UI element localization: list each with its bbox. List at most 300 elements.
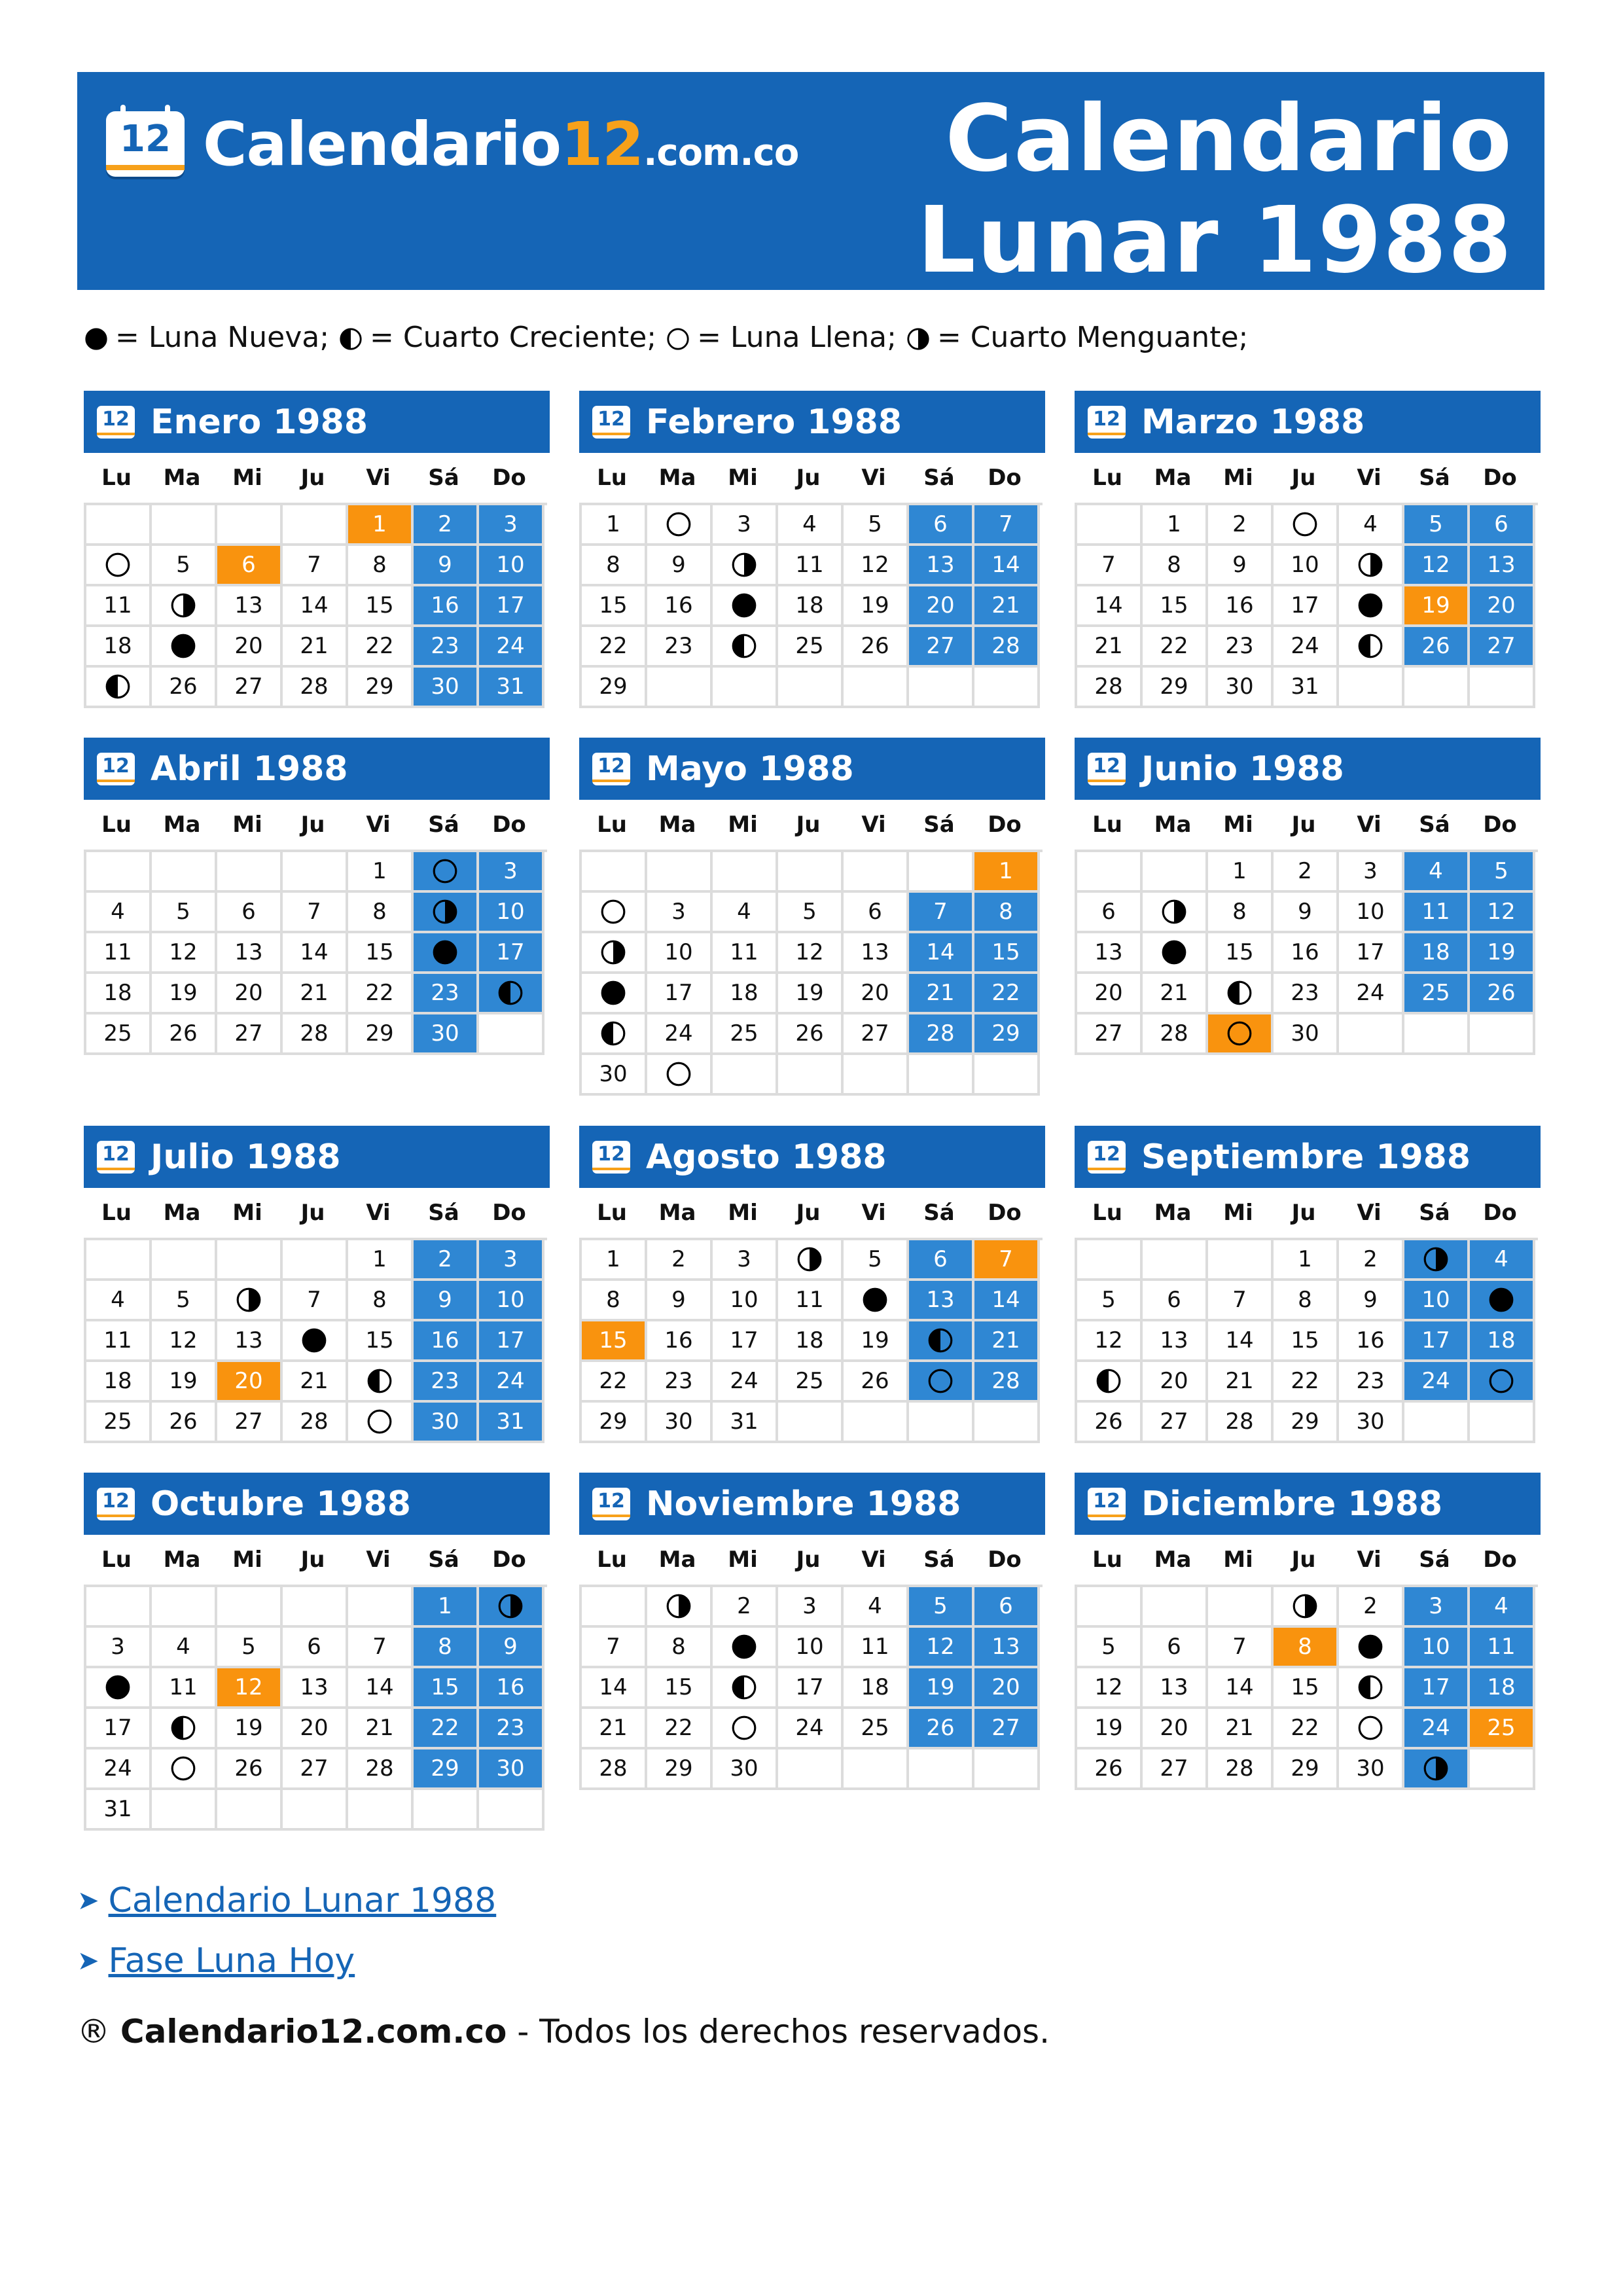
day-cell[interactable]: 27 — [217, 668, 283, 708]
day-cell[interactable]: 12 — [778, 933, 844, 974]
day-cell[interactable] — [479, 974, 544, 1014]
day-cell[interactable]: 27 — [1143, 1749, 1208, 1790]
day-cell[interactable]: 21 — [974, 586, 1040, 627]
day-cell[interactable]: 20 — [1077, 974, 1143, 1014]
day-cell[interactable]: 30 — [713, 1749, 778, 1790]
day-cell[interactable]: 6 — [1143, 1281, 1208, 1321]
day-cell[interactable] — [152, 627, 217, 668]
day-cell[interactable]: 24 — [479, 1362, 544, 1403]
day-cell[interactable]: 7 — [909, 893, 974, 933]
day-cell[interactable]: 5 — [1077, 1281, 1143, 1321]
day-cell[interactable] — [1077, 1362, 1143, 1403]
day-cell[interactable]: 29 — [582, 668, 647, 708]
day-cell[interactable]: 28 — [283, 1014, 348, 1055]
day-cell[interactable]: 27 — [217, 1014, 283, 1055]
day-cell[interactable] — [713, 1668, 778, 1709]
day-cell[interactable]: 11 — [1404, 893, 1470, 933]
day-cell[interactable]: 27 — [283, 1749, 348, 1790]
day-cell[interactable] — [1274, 1587, 1339, 1628]
day-cell[interactable]: 21 — [1208, 1709, 1274, 1749]
day-cell[interactable]: 8 — [348, 1281, 414, 1321]
day-cell[interactable]: 19 — [1077, 1709, 1143, 1749]
day-cell[interactable]: 8 — [974, 893, 1040, 933]
day-cell[interactable]: 23 — [1208, 627, 1274, 668]
day-cell[interactable]: 12 — [1470, 893, 1535, 933]
day-cell[interactable]: 21 — [283, 627, 348, 668]
day-cell[interactable]: 15 — [1274, 1668, 1339, 1709]
day-cell[interactable]: 15 — [1143, 586, 1208, 627]
day-cell[interactable]: 14 — [283, 586, 348, 627]
day-cell[interactable]: 21 — [1208, 1362, 1274, 1403]
day-cell[interactable]: 20 — [1470, 586, 1535, 627]
day-cell[interactable]: 17 — [1339, 933, 1404, 974]
link-calendario-lunar-text[interactable]: Calendario Lunar 1988 — [108, 1881, 497, 1920]
day-cell[interactable]: 7 — [974, 1240, 1040, 1281]
day-cell[interactable]: 2 — [414, 1240, 479, 1281]
day-cell[interactable]: 27 — [1077, 1014, 1143, 1055]
day-cell[interactable] — [86, 1668, 152, 1709]
day-cell[interactable]: 28 — [909, 1014, 974, 1055]
day-cell[interactable]: 26 — [217, 1749, 283, 1790]
day-cell[interactable]: 15 — [348, 1321, 414, 1362]
day-cell[interactable]: 26 — [844, 1362, 909, 1403]
day-cell[interactable]: 19 — [152, 1362, 217, 1403]
day-cell[interactable]: 31 — [479, 668, 544, 708]
day-cell[interactable] — [152, 1749, 217, 1790]
day-cell[interactable]: 13 — [217, 1321, 283, 1362]
day-cell[interactable]: 23 — [1339, 1362, 1404, 1403]
day-cell[interactable]: 22 — [1274, 1362, 1339, 1403]
day-cell[interactable]: 10 — [479, 1281, 544, 1321]
day-cell[interactable] — [778, 1240, 844, 1281]
day-cell[interactable]: 1 — [348, 505, 414, 546]
day-cell[interactable] — [1339, 627, 1404, 668]
day-cell[interactable]: 22 — [348, 974, 414, 1014]
day-cell[interactable]: 22 — [1143, 627, 1208, 668]
day-cell[interactable] — [647, 505, 713, 546]
day-cell[interactable]: 30 — [479, 1749, 544, 1790]
day-cell[interactable]: 11 — [713, 933, 778, 974]
day-cell[interactable]: 14 — [582, 1668, 647, 1709]
day-cell[interactable]: 13 — [1143, 1321, 1208, 1362]
day-cell[interactable] — [86, 668, 152, 708]
day-cell[interactable]: 25 — [713, 1014, 778, 1055]
day-cell[interactable]: 2 — [713, 1587, 778, 1628]
day-cell[interactable]: 17 — [479, 1321, 544, 1362]
day-cell[interactable]: 20 — [217, 1362, 283, 1403]
day-cell[interactable]: 5 — [1404, 505, 1470, 546]
day-cell[interactable]: 3 — [778, 1587, 844, 1628]
day-cell[interactable]: 4 — [1470, 1240, 1535, 1281]
day-cell[interactable]: 14 — [283, 933, 348, 974]
day-cell[interactable]: 7 — [974, 505, 1040, 546]
day-cell[interactable]: 1 — [348, 1240, 414, 1281]
day-cell[interactable]: 5 — [217, 1628, 283, 1668]
day-cell[interactable]: 20 — [1143, 1362, 1208, 1403]
day-cell[interactable]: 4 — [1404, 852, 1470, 893]
day-cell[interactable]: 27 — [909, 627, 974, 668]
day-cell[interactable] — [713, 586, 778, 627]
day-cell[interactable]: 9 — [1274, 893, 1339, 933]
day-cell[interactable]: 5 — [778, 893, 844, 933]
day-cell[interactable]: 10 — [1339, 893, 1404, 933]
day-cell[interactable] — [414, 852, 479, 893]
day-cell[interactable]: 10 — [1404, 1628, 1470, 1668]
day-cell[interactable] — [283, 1321, 348, 1362]
day-cell[interactable]: 13 — [909, 1281, 974, 1321]
day-cell[interactable]: 13 — [974, 1628, 1040, 1668]
day-cell[interactable]: 18 — [713, 974, 778, 1014]
day-cell[interactable]: 7 — [1077, 546, 1143, 586]
day-cell[interactable] — [647, 1055, 713, 1096]
day-cell[interactable]: 13 — [1143, 1668, 1208, 1709]
day-cell[interactable]: 16 — [1208, 586, 1274, 627]
day-cell[interactable]: 31 — [479, 1403, 544, 1443]
day-cell[interactable]: 4 — [778, 505, 844, 546]
day-cell[interactable]: 2 — [647, 1240, 713, 1281]
day-cell[interactable]: 10 — [647, 933, 713, 974]
day-cell[interactable]: 19 — [217, 1709, 283, 1749]
day-cell[interactable]: 17 — [86, 1709, 152, 1749]
day-cell[interactable] — [1143, 933, 1208, 974]
day-cell[interactable]: 9 — [414, 546, 479, 586]
day-cell[interactable]: 30 — [414, 1014, 479, 1055]
day-cell[interactable]: 16 — [414, 1321, 479, 1362]
day-cell[interactable]: 22 — [974, 974, 1040, 1014]
day-cell[interactable]: 16 — [647, 1321, 713, 1362]
day-cell[interactable]: 6 — [909, 505, 974, 546]
day-cell[interactable]: 16 — [414, 586, 479, 627]
day-cell[interactable] — [414, 893, 479, 933]
day-cell[interactable]: 21 — [1143, 974, 1208, 1014]
day-cell[interactable]: 4 — [152, 1628, 217, 1668]
day-cell[interactable]: 12 — [1404, 546, 1470, 586]
day-cell[interactable]: 4 — [86, 893, 152, 933]
day-cell[interactable]: 24 — [1339, 974, 1404, 1014]
day-cell[interactable] — [1208, 974, 1274, 1014]
day-cell[interactable] — [713, 1709, 778, 1749]
day-cell[interactable]: 14 — [1208, 1321, 1274, 1362]
day-cell[interactable] — [152, 1709, 217, 1749]
day-cell[interactable]: 2 — [1274, 852, 1339, 893]
day-cell[interactable]: 20 — [283, 1709, 348, 1749]
day-cell[interactable]: 25 — [1404, 974, 1470, 1014]
day-cell[interactable]: 9 — [1339, 1281, 1404, 1321]
day-cell[interactable]: 6 — [217, 893, 283, 933]
day-cell[interactable]: 22 — [414, 1709, 479, 1749]
day-cell[interactable] — [1339, 1668, 1404, 1709]
day-cell[interactable]: 28 — [283, 668, 348, 708]
day-cell[interactable] — [414, 933, 479, 974]
day-cell[interactable]: 23 — [414, 627, 479, 668]
day-cell[interactable]: 15 — [1274, 1321, 1339, 1362]
day-cell[interactable]: 31 — [1274, 668, 1339, 708]
day-cell[interactable]: 4 — [1470, 1587, 1535, 1628]
day-cell[interactable]: 28 — [1077, 668, 1143, 708]
day-cell[interactable]: 6 — [844, 893, 909, 933]
day-cell[interactable]: 23 — [414, 974, 479, 1014]
day-cell[interactable]: 29 — [974, 1014, 1040, 1055]
day-cell[interactable]: 9 — [647, 546, 713, 586]
day-cell[interactable]: 23 — [1274, 974, 1339, 1014]
day-cell[interactable]: 7 — [348, 1628, 414, 1668]
day-cell[interactable]: 25 — [844, 1709, 909, 1749]
day-cell[interactable]: 18 — [86, 627, 152, 668]
day-cell[interactable]: 8 — [1274, 1281, 1339, 1321]
day-cell[interactable]: 15 — [582, 1321, 647, 1362]
day-cell[interactable]: 9 — [647, 1281, 713, 1321]
day-cell[interactable]: 31 — [86, 1790, 152, 1831]
day-cell[interactable]: 18 — [1470, 1668, 1535, 1709]
day-cell[interactable]: 12 — [152, 933, 217, 974]
day-cell[interactable]: 30 — [1339, 1749, 1404, 1790]
day-cell[interactable] — [582, 893, 647, 933]
day-cell[interactable]: 24 — [713, 1362, 778, 1403]
day-cell[interactable]: 5 — [1077, 1628, 1143, 1668]
day-cell[interactable]: 24 — [86, 1749, 152, 1790]
day-cell[interactable] — [844, 1281, 909, 1321]
day-cell[interactable]: 30 — [1339, 1403, 1404, 1443]
day-cell[interactable]: 16 — [479, 1668, 544, 1709]
day-cell[interactable]: 25 — [86, 1403, 152, 1443]
day-cell[interactable]: 1 — [974, 852, 1040, 893]
day-cell[interactable]: 2 — [414, 505, 479, 546]
day-cell[interactable]: 7 — [1208, 1628, 1274, 1668]
day-cell[interactable]: 16 — [1274, 933, 1339, 974]
day-cell[interactable]: 13 — [217, 586, 283, 627]
day-cell[interactable]: 20 — [1143, 1709, 1208, 1749]
day-cell[interactable]: 2 — [1339, 1240, 1404, 1281]
day-cell[interactable]: 10 — [713, 1281, 778, 1321]
day-cell[interactable]: 26 — [1077, 1749, 1143, 1790]
day-cell[interactable]: 20 — [844, 974, 909, 1014]
day-cell[interactable]: 14 — [1077, 586, 1143, 627]
day-cell[interactable]: 23 — [647, 627, 713, 668]
day-cell[interactable]: 7 — [283, 1281, 348, 1321]
day-cell[interactable]: 17 — [1274, 586, 1339, 627]
day-cell[interactable]: 19 — [844, 1321, 909, 1362]
day-cell[interactable]: 15 — [647, 1668, 713, 1709]
day-cell[interactable]: 4 — [713, 893, 778, 933]
day-cell[interactable]: 10 — [479, 546, 544, 586]
day-cell[interactable]: 1 — [582, 505, 647, 546]
day-cell[interactable]: 6 — [217, 546, 283, 586]
day-cell[interactable] — [1470, 1362, 1535, 1403]
day-cell[interactable]: 7 — [283, 546, 348, 586]
day-cell[interactable]: 28 — [974, 1362, 1040, 1403]
day-cell[interactable]: 17 — [713, 1321, 778, 1362]
day-cell[interactable]: 6 — [974, 1587, 1040, 1628]
day-cell[interactable]: 24 — [1274, 627, 1339, 668]
day-cell[interactable]: 17 — [479, 933, 544, 974]
day-cell[interactable]: 6 — [1077, 893, 1143, 933]
day-cell[interactable]: 14 — [974, 1281, 1040, 1321]
day-cell[interactable]: 10 — [1404, 1281, 1470, 1321]
day-cell[interactable] — [713, 546, 778, 586]
day-cell[interactable]: 19 — [1404, 586, 1470, 627]
day-cell[interactable]: 31 — [713, 1403, 778, 1443]
day-cell[interactable]: 9 — [1208, 546, 1274, 586]
day-cell[interactable]: 12 — [1077, 1321, 1143, 1362]
day-cell[interactable]: 7 — [1208, 1281, 1274, 1321]
day-cell[interactable]: 28 — [1208, 1749, 1274, 1790]
day-cell[interactable]: 17 — [479, 586, 544, 627]
day-cell[interactable]: 8 — [348, 546, 414, 586]
day-cell[interactable]: 23 — [647, 1362, 713, 1403]
day-cell[interactable] — [86, 546, 152, 586]
day-cell[interactable]: 17 — [647, 974, 713, 1014]
day-cell[interactable]: 26 — [152, 1014, 217, 1055]
day-cell[interactable]: 19 — [1470, 933, 1535, 974]
day-cell[interactable]: 17 — [778, 1668, 844, 1709]
day-cell[interactable]: 29 — [1274, 1403, 1339, 1443]
day-cell[interactable]: 19 — [909, 1668, 974, 1709]
day-cell[interactable]: 13 — [1470, 546, 1535, 586]
day-cell[interactable]: 18 — [86, 1362, 152, 1403]
day-cell[interactable]: 8 — [1208, 893, 1274, 933]
day-cell[interactable]: 11 — [844, 1628, 909, 1668]
day-cell[interactable]: 5 — [152, 893, 217, 933]
day-cell[interactable]: 11 — [778, 1281, 844, 1321]
day-cell[interactable]: 29 — [348, 668, 414, 708]
day-cell[interactable] — [582, 974, 647, 1014]
day-cell[interactable]: 28 — [1208, 1403, 1274, 1443]
day-cell[interactable] — [713, 1628, 778, 1668]
day-cell[interactable]: 11 — [86, 1321, 152, 1362]
day-cell[interactable]: 24 — [778, 1709, 844, 1749]
day-cell[interactable]: 26 — [1470, 974, 1535, 1014]
day-cell[interactable]: 27 — [974, 1709, 1040, 1749]
site-logo[interactable] — [106, 108, 798, 180]
day-cell[interactable] — [348, 1362, 414, 1403]
day-cell[interactable]: 18 — [844, 1668, 909, 1709]
day-cell[interactable]: 12 — [217, 1668, 283, 1709]
day-cell[interactable] — [647, 1587, 713, 1628]
day-cell[interactable]: 5 — [844, 505, 909, 546]
day-cell[interactable]: 2 — [1208, 505, 1274, 546]
day-cell[interactable]: 19 — [778, 974, 844, 1014]
day-cell[interactable]: 20 — [217, 974, 283, 1014]
day-cell[interactable]: 22 — [582, 1362, 647, 1403]
day-cell[interactable]: 28 — [974, 627, 1040, 668]
day-cell[interactable]: 25 — [778, 1362, 844, 1403]
day-cell[interactable]: 20 — [909, 586, 974, 627]
day-cell[interactable]: 6 — [1143, 1628, 1208, 1668]
day-cell[interactable]: 5 — [152, 1281, 217, 1321]
day-cell[interactable]: 12 — [1077, 1668, 1143, 1709]
day-cell[interactable]: 23 — [479, 1709, 544, 1749]
day-cell[interactable]: 22 — [348, 627, 414, 668]
day-cell[interactable]: 21 — [283, 974, 348, 1014]
day-cell[interactable]: 17 — [1404, 1321, 1470, 1362]
day-cell[interactable]: 4 — [844, 1587, 909, 1628]
day-cell[interactable]: 9 — [414, 1281, 479, 1321]
day-cell[interactable]: 29 — [1274, 1749, 1339, 1790]
day-cell[interactable] — [1143, 893, 1208, 933]
day-cell[interactable]: 21 — [283, 1362, 348, 1403]
day-cell[interactable]: 3 — [713, 1240, 778, 1281]
day-cell[interactable]: 16 — [1339, 1321, 1404, 1362]
day-cell[interactable]: 1 — [414, 1587, 479, 1628]
day-cell[interactable]: 1 — [348, 852, 414, 893]
day-cell[interactable]: 14 — [909, 933, 974, 974]
day-cell[interactable]: 27 — [1470, 627, 1535, 668]
day-cell[interactable]: 3 — [86, 1628, 152, 1668]
day-cell[interactable]: 21 — [348, 1709, 414, 1749]
day-cell[interactable] — [582, 933, 647, 974]
day-cell[interactable]: 6 — [283, 1628, 348, 1668]
day-cell[interactable]: 15 — [582, 586, 647, 627]
day-cell[interactable]: 23 — [414, 1362, 479, 1403]
day-cell[interactable]: 15 — [974, 933, 1040, 974]
day-cell[interactable]: 10 — [778, 1628, 844, 1668]
day-cell[interactable]: 29 — [414, 1749, 479, 1790]
day-cell[interactable]: 25 — [1470, 1709, 1535, 1749]
day-cell[interactable] — [1339, 586, 1404, 627]
day-cell[interactable]: 7 — [283, 893, 348, 933]
day-cell[interactable] — [1470, 1281, 1535, 1321]
day-cell[interactable]: 8 — [1274, 1628, 1339, 1668]
day-cell[interactable]: 26 — [152, 1403, 217, 1443]
day-cell[interactable]: 30 — [647, 1403, 713, 1443]
day-cell[interactable]: 24 — [1404, 1362, 1470, 1403]
day-cell[interactable]: 15 — [1208, 933, 1274, 974]
day-cell[interactable]: 6 — [1470, 505, 1535, 546]
day-cell[interactable] — [1404, 1749, 1470, 1790]
link-fase-luna-hoy-text[interactable]: Fase Luna Hoy — [108, 1941, 355, 1981]
day-cell[interactable]: 18 — [86, 974, 152, 1014]
day-cell[interactable]: 14 — [348, 1668, 414, 1709]
day-cell[interactable]: 19 — [152, 974, 217, 1014]
day-cell[interactable]: 26 — [1404, 627, 1470, 668]
day-cell[interactable]: 30 — [414, 668, 479, 708]
day-cell[interactable]: 2 — [1339, 1587, 1404, 1628]
day-cell[interactable]: 22 — [1274, 1709, 1339, 1749]
day-cell[interactable]: 12 — [909, 1628, 974, 1668]
day-cell[interactable]: 5 — [1470, 852, 1535, 893]
day-cell[interactable]: 18 — [778, 586, 844, 627]
day-cell[interactable]: 22 — [647, 1709, 713, 1749]
day-cell[interactable]: 18 — [1404, 933, 1470, 974]
day-cell[interactable] — [909, 1362, 974, 1403]
day-cell[interactable]: 18 — [778, 1321, 844, 1362]
day-cell[interactable]: 20 — [217, 627, 283, 668]
day-cell[interactable]: 8 — [1143, 546, 1208, 586]
day-cell[interactable]: 3 — [479, 505, 544, 546]
day-cell[interactable] — [1208, 1014, 1274, 1055]
day-cell[interactable]: 29 — [348, 1014, 414, 1055]
day-cell[interactable]: 21 — [1077, 627, 1143, 668]
day-cell[interactable]: 10 — [479, 893, 544, 933]
day-cell[interactable]: 29 — [1143, 668, 1208, 708]
day-cell[interactable]: 11 — [152, 1668, 217, 1709]
day-cell[interactable] — [1339, 1628, 1404, 1668]
day-cell[interactable]: 13 — [1077, 933, 1143, 974]
day-cell[interactable]: 30 — [1274, 1014, 1339, 1055]
day-cell[interactable]: 30 — [582, 1055, 647, 1096]
day-cell[interactable] — [479, 1587, 544, 1628]
day-cell[interactable]: 5 — [152, 546, 217, 586]
day-cell[interactable]: 30 — [1208, 668, 1274, 708]
day-cell[interactable]: 18 — [1470, 1321, 1535, 1362]
day-cell[interactable]: 15 — [348, 586, 414, 627]
day-cell[interactable]: 1 — [582, 1240, 647, 1281]
day-cell[interactable]: 11 — [1470, 1628, 1535, 1668]
day-cell[interactable]: 3 — [479, 1240, 544, 1281]
day-cell[interactable]: 12 — [844, 546, 909, 586]
day-cell[interactable]: 13 — [844, 933, 909, 974]
day-cell[interactable]: 11 — [778, 546, 844, 586]
